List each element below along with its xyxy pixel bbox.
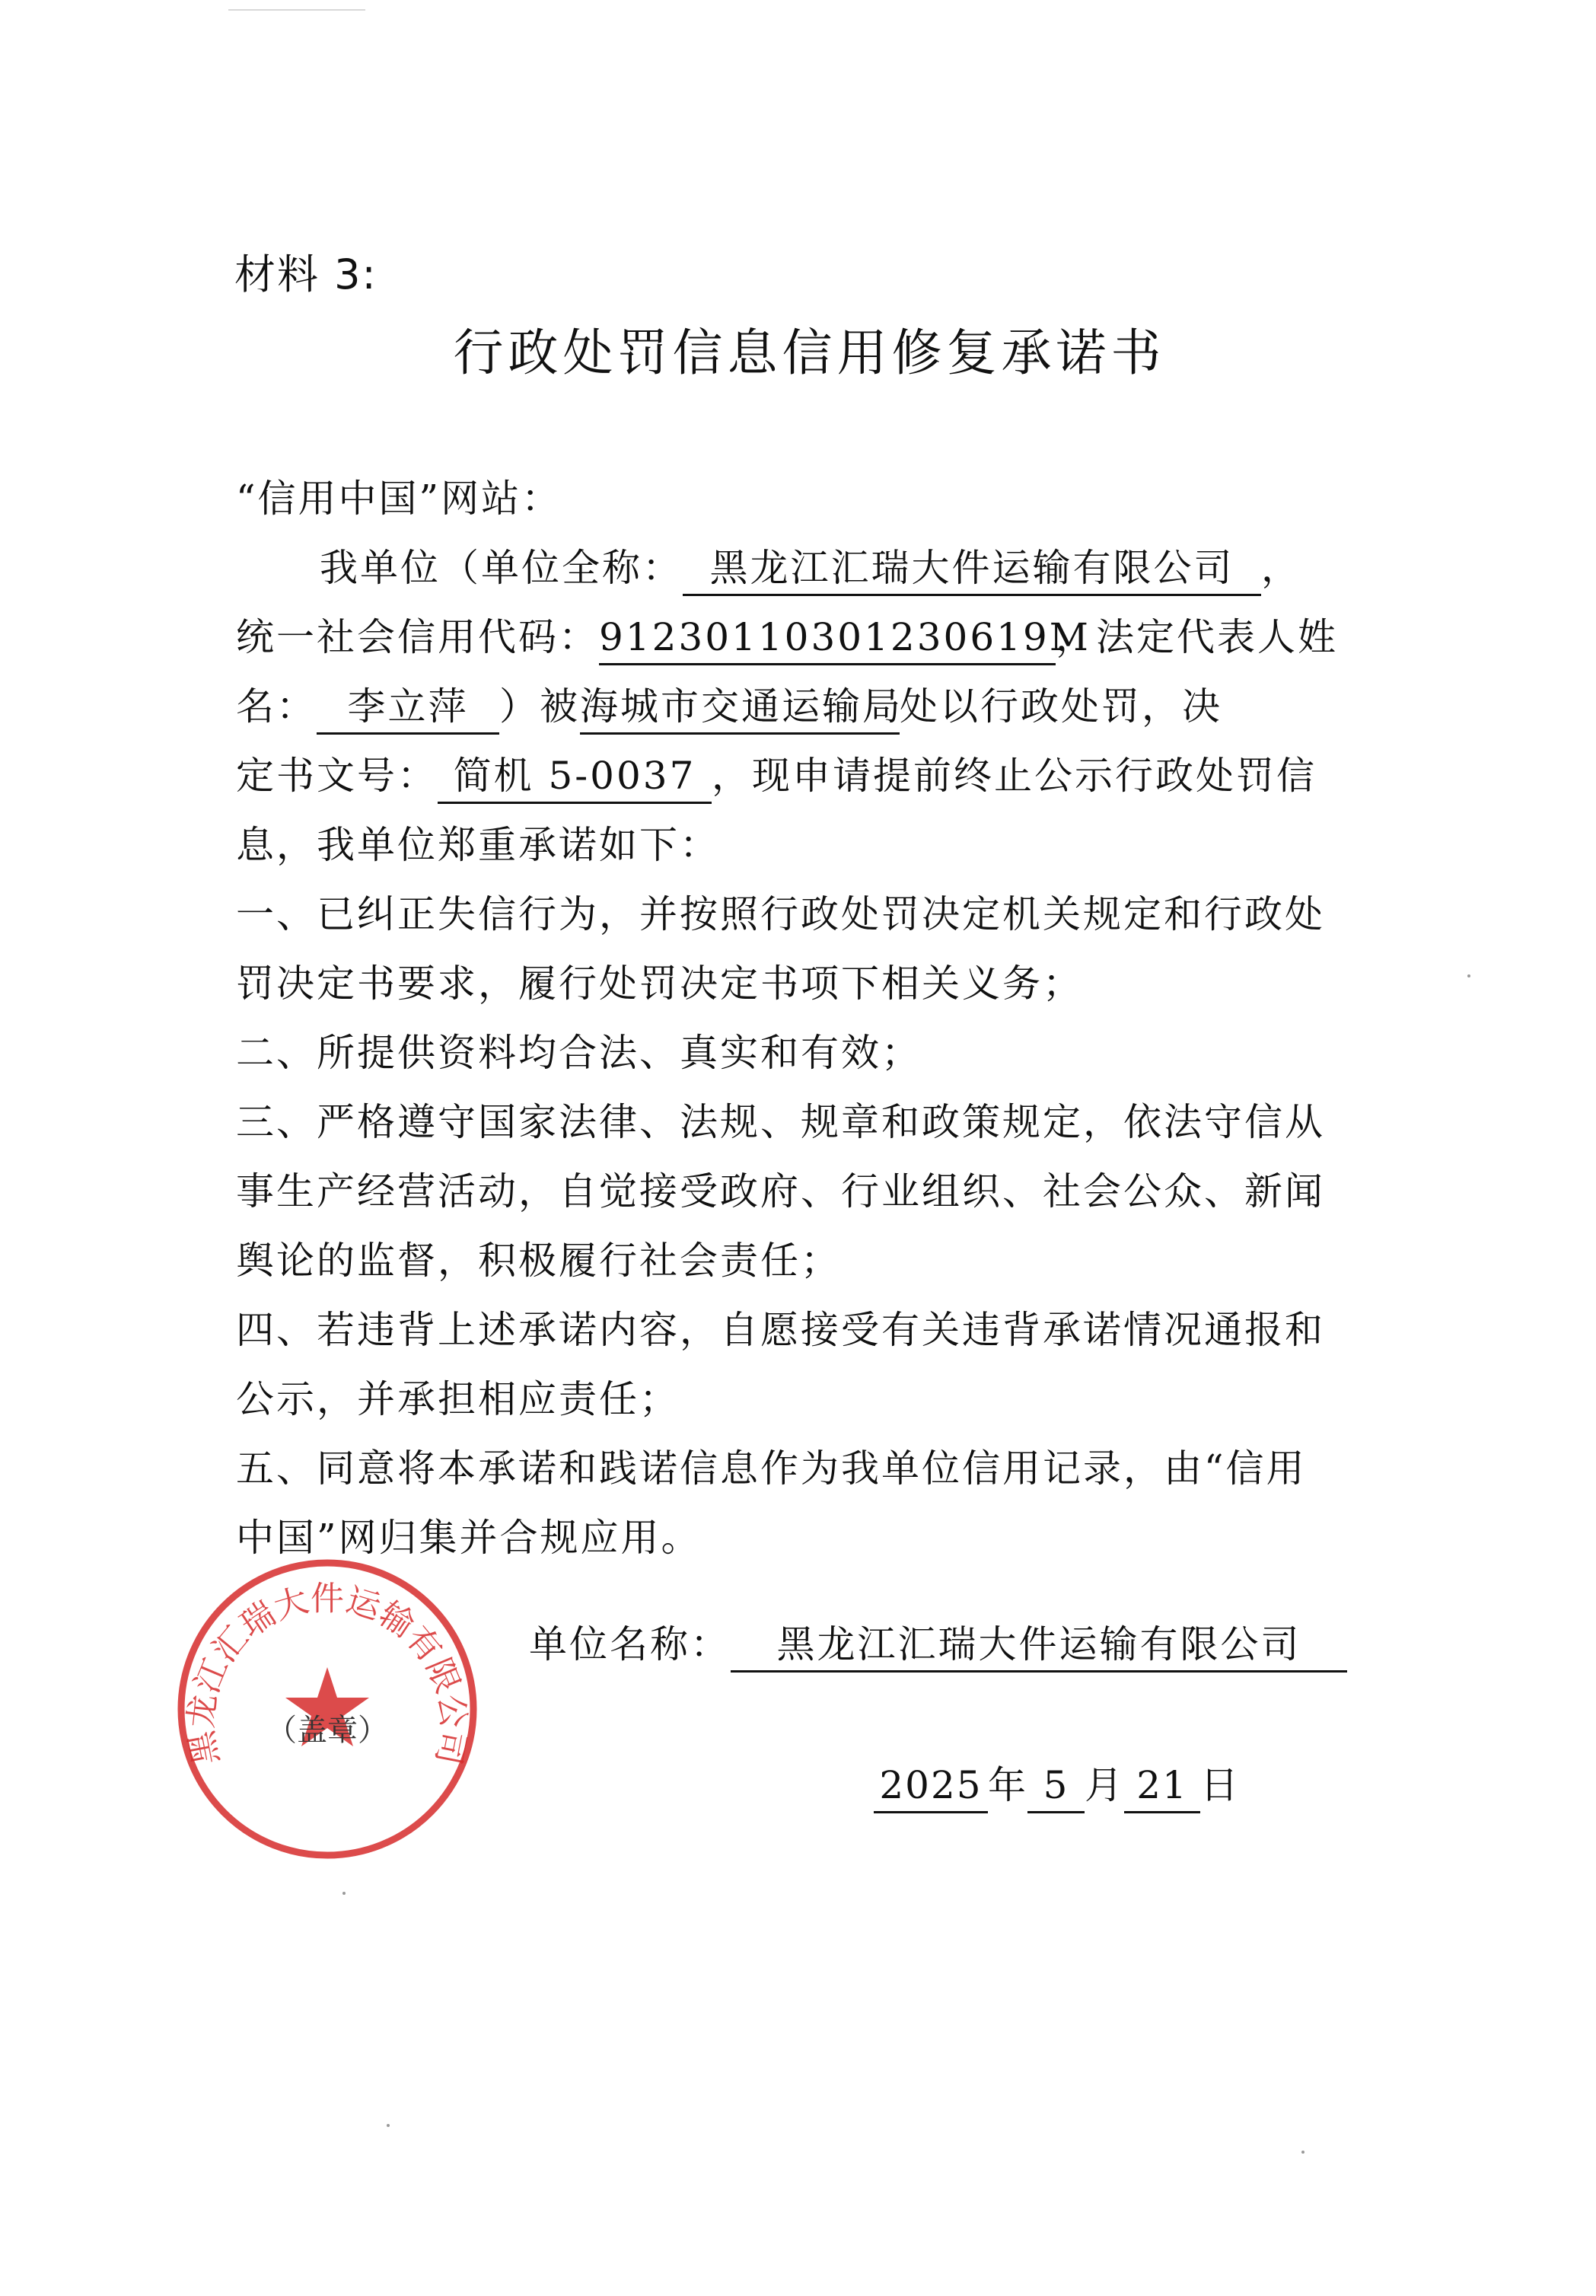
item-3-line-3: 舆论的监督，积极履行社会责任； — [236, 1239, 841, 1283]
scan-speck — [387, 2124, 390, 2127]
item-5-line-2: 中国”网归集并合规应用。 — [236, 1516, 702, 1560]
legal-rep-name-field: 李立萍 — [317, 681, 499, 735]
paragraph-1-line-4: 定书文号： 简机 5-0037 ，现申请提前终止公示行政处罚信 — [236, 741, 1362, 811]
paragraph-1-line-2: 统一社会信用代码：91230110301230619M，法定代表人姓 — [236, 603, 1362, 672]
promise-intro: 息，我单位郑重承诺如下： — [236, 823, 720, 867]
signature-date-row: 2025 年 5 月 21 日 — [874, 1755, 1240, 1813]
company-seal-stamp — [171, 1553, 483, 1865]
material-label: 材料 3: — [234, 250, 377, 298]
credit-code-field: 91230110301230619M — [599, 611, 1056, 665]
decision-number-field: 简机 5-0037 — [438, 750, 712, 804]
seal-ring-text: 黑龙江汇瑞大件运输有限公司 — [181, 1579, 473, 1768]
company-full-name-field: 黑龙江汇瑞大件运输有限公司 — [683, 542, 1261, 596]
seal-center-text: （盖章） — [266, 1713, 388, 1748]
date-year: 2025 — [874, 1759, 988, 1813]
scan-speck — [1301, 2151, 1305, 2154]
item-4-line-2: 公示，并承担相应责任； — [236, 1377, 680, 1421]
item-3-line-2: 事生产经营活动，自觉接受政府、行业组织、社会公众、新闻 — [236, 1169, 1325, 1213]
item-3-line-1: 三、严格遵守国家法律、法规、规章和政策规定，依法守信从 — [236, 1100, 1325, 1144]
authority-field: 海城市交通运输局 — [580, 681, 900, 735]
item-4-line-1: 四、若违背上述承诺内容，自愿接受有关违背承诺情况通报和 — [236, 1308, 1325, 1352]
document-title: 行政处罚信息信用修复承诺书 — [453, 324, 1166, 382]
scan-artifact-line — [228, 9, 365, 11]
item-2: 二、所提供资料均合法、真实和有效； — [236, 1031, 922, 1075]
item-1-line-2: 罚决定书要求，履行处罚决定书项下相关义务； — [236, 961, 1083, 1006]
signature-unit-row: 单位名称： 黑龙江汇瑞大件运输有限公司 — [529, 1614, 1347, 1673]
scan-speck — [1467, 974, 1470, 977]
date-month: 5 — [1027, 1759, 1085, 1813]
scan-speck — [342, 1892, 346, 1895]
signature-unit-name: 黑龙江汇瑞大件运输有限公司 — [731, 1618, 1347, 1673]
date-day: 21 — [1124, 1759, 1200, 1813]
paragraph-1-line-1: 我单位（单位全称： 黑龙江汇瑞大件运输有限公司 ， — [236, 534, 1362, 603]
document-body — [236, 464, 1362, 1573]
item-1-line-1: 一、已纠正失信行为，并按照行政处罚决定机关规定和行政处 — [236, 892, 1325, 936]
paragraph-1-line-3: 名： 李立萍 ）被海城市交通运输局处以行政处罚，决 — [236, 672, 1362, 741]
item-5-line-1: 五、同意将本承诺和践诺信息作为我单位信用记录，由“信用 — [236, 1446, 1307, 1491]
salutation: “信用中国”网站： — [236, 477, 562, 521]
